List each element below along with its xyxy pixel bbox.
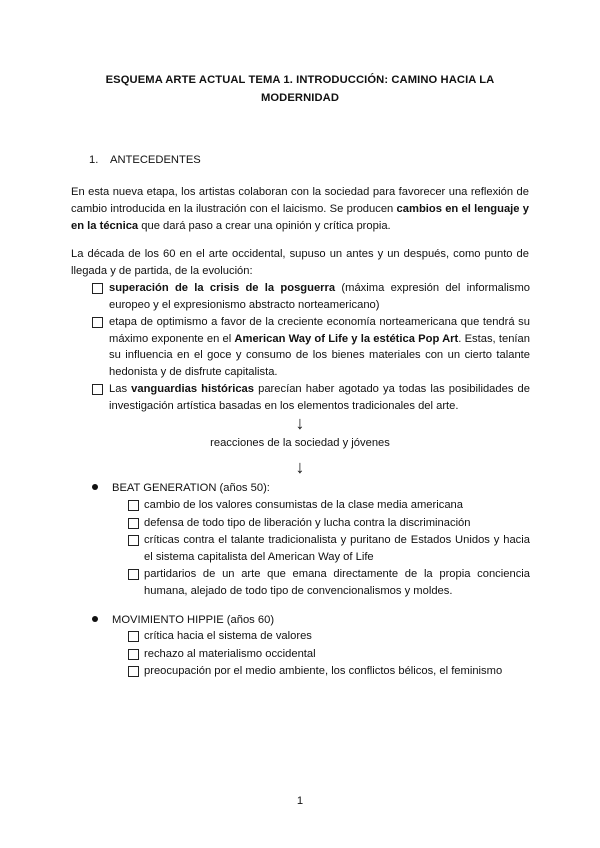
- beat-list: [128, 497, 530, 600]
- hippie-heading: [92, 612, 274, 628]
- list-item: [92, 381, 530, 414]
- hippie-heading-text: MOVIMIENTO HIPPIE (años 60): [112, 614, 275, 626]
- cause-text: Las: [109, 383, 132, 395]
- list-item: [92, 314, 530, 380]
- list-item: [92, 280, 530, 313]
- checkbox-icon: [92, 317, 103, 328]
- list-item: [128, 532, 530, 565]
- title-line-1: ESQUEMA ARTE ACTUAL TEMA 1. INTRODUCCIÓN: CAMINO HACIA LA: [105, 74, 495, 86]
- arrow-down-icon: ↓: [295, 457, 305, 477]
- hippie-list: [128, 628, 530, 681]
- page-number: 1: [296, 795, 304, 807]
- item-text: cambio de los valores consumistas de la clase media americana: [144, 499, 463, 511]
- checkbox-icon: [92, 283, 103, 294]
- title-line-2: MODERNIDAD: [260, 92, 340, 104]
- checkbox-icon: [128, 535, 139, 546]
- beat-heading: [92, 480, 270, 496]
- cause-bold: American Way of Life y la estética Pop Art: [234, 332, 459, 345]
- checkbox-icon: [128, 518, 139, 529]
- item-text: críticas contra el talante tradicionalista y puritano de Estados Unidos y hacia el sistema capitalista del American Way of Life: [144, 534, 530, 563]
- checkbox-icon: [92, 384, 103, 395]
- decade-paragraph: La década de los 60 en el arte occidental, supuso un antes y un después, como punto de llegada y de partida, de la evolución:: [71, 248, 529, 277]
- section-title: ANTECEDENTES: [110, 154, 201, 166]
- item-text: partidarios de un arte que emana directamente de la propia conciencia humana, alejado de todo tipo de convencionalismos y moldes.: [144, 568, 530, 597]
- bullet-icon: [92, 616, 98, 622]
- arrow-down-icon: ↓: [295, 413, 305, 433]
- checkbox-icon: [128, 666, 139, 677]
- intro-bold: cambios en el lenguaje y en la técnica: [71, 203, 529, 232]
- item-text: crítica hacia el sistema de valores: [144, 630, 312, 642]
- section-heading: [89, 152, 201, 168]
- list-item: [128, 628, 530, 645]
- cause-bold: vanguardias históricas: [131, 383, 254, 395]
- intro-paragraph: [71, 184, 529, 235]
- cause-text-end: . Estas, tenían su influencia en el goce y consumo de los bienes materiales con un cierto talante hedonista y de disfrute capitalista.: [109, 332, 530, 378]
- checkbox-icon: [128, 500, 139, 511]
- item-text: defensa de todo tipo de liberación y lucha contra la discriminación: [144, 516, 471, 529]
- list-item: [128, 663, 530, 680]
- cause-text: (máxima expresión del informalismo europeo y el expresionismo abstracto norteamericano): [109, 282, 530, 311]
- cause-text: etapa de optimismo a favor de la creciente economía norteamericana que tendrá su máximo exponente en el: [109, 316, 530, 345]
- list-item: [128, 646, 530, 663]
- checkbox-icon: [128, 631, 139, 642]
- document-title: [70, 71, 530, 107]
- checkbox-icon: [128, 569, 139, 580]
- intro-text-end: que dará paso a crear una opinión y crítica propia.: [138, 220, 391, 232]
- item-text: preocupación por el medio ambiente, los conflictos bélicos, el feminismo: [144, 665, 503, 677]
- intro-text: En esta nueva etapa, los artistas colaboran con la sociedad para favorecer una reflexión de cambio introducida en la ilustración con el laicismo. Se producen: [71, 186, 529, 215]
- causes-list: [92, 280, 530, 415]
- beat-heading-text: BEAT GENERATION (años 50):: [112, 482, 270, 494]
- cause-text-end: parecían haber agotado ya todas las posibilidades de investigación artística basadas en los elementos tradicionales del arte.: [109, 383, 530, 412]
- cause-bold: superación de la crisis de la posguerra: [109, 282, 336, 294]
- reactions-label: reacciones de la sociedad y jóvenes: [210, 437, 390, 449]
- list-item: [128, 497, 530, 514]
- bullet-icon: [92, 484, 98, 490]
- list-item: [128, 566, 530, 599]
- section-number: 1.: [89, 154, 99, 166]
- list-item: [128, 515, 530, 532]
- checkbox-icon: [128, 649, 139, 660]
- item-text: rechazo al materialismo occidental: [144, 647, 316, 660]
